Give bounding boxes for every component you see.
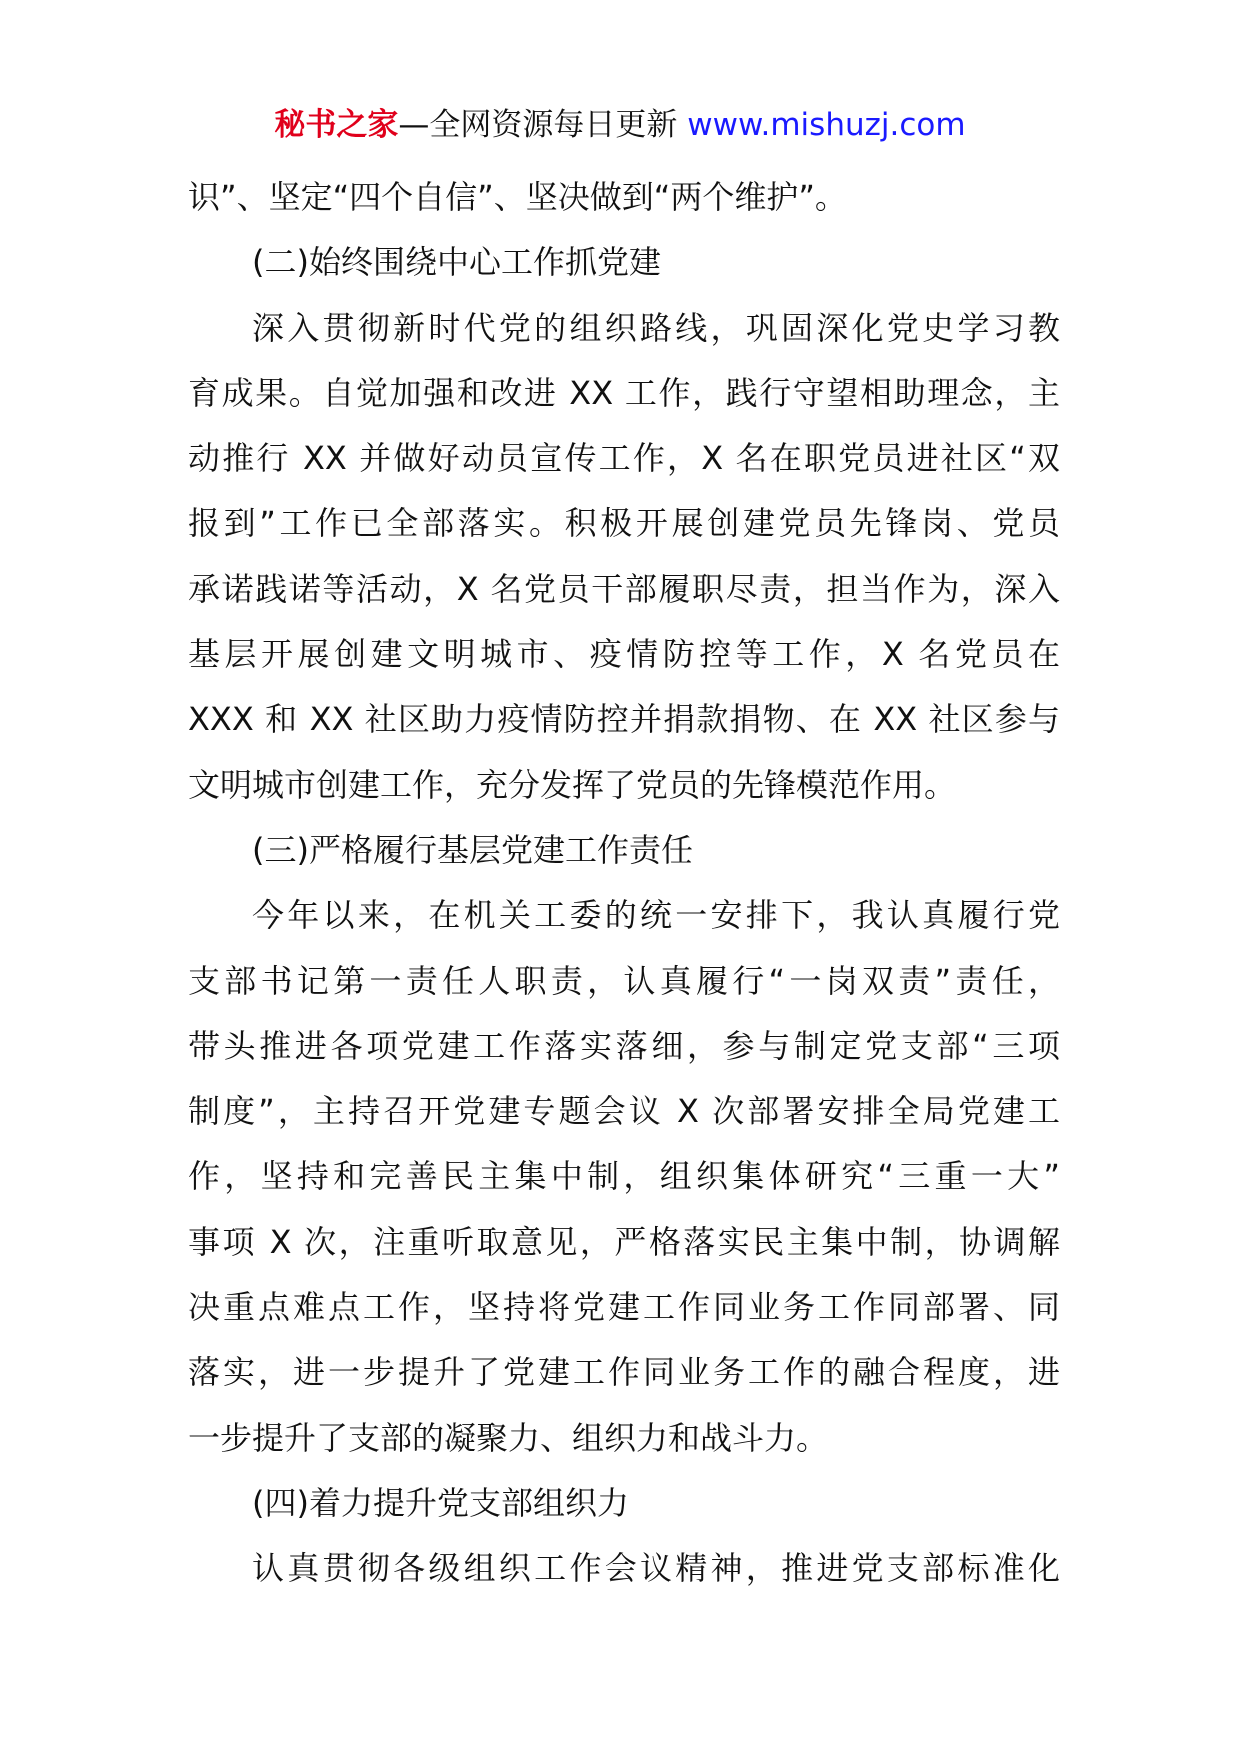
text-line: (四)着力提升党支部组织力 (252, 1483, 629, 1522)
brand-name: 秘书之家 (274, 107, 399, 143)
text-line: 识”、坚定“四个自信”、坚决做到“两个维护”。 (188, 178, 847, 216)
text-line: 基层开展创建文明城市、疫情防控等工作，X 名党员在 (188, 635, 1060, 674)
text-line: 落实，进一步提升了党建工作同业务工作的融合程度，进 (188, 1353, 1060, 1392)
text-line: 决重点难点工作，坚持将党建工作同业务工作同部署、同 (188, 1288, 1060, 1327)
text-line: 今年以来，在机关工委的统一安排下，我认真履行党 (252, 896, 1060, 935)
text-line: 制度”，主持召开党建专题会议 X 次部署安排全局党建工 (188, 1092, 1060, 1131)
text-line: 作，坚持和完善民主集中制，组织集体研究“三重一大” (188, 1157, 1060, 1196)
text-line: 承诺践诺等活动，X 名党员干部履职尽责，担当作为，深入 (188, 569, 1060, 608)
text-line: (二)始终围绕中心工作抓党建 (252, 243, 661, 282)
text-line: (三)严格履行基层党建工作责任 (252, 830, 693, 869)
text-line: 支部书记第一责任人职责，认真履行“一岗双责”责任， (188, 961, 1060, 1000)
site-header (0, 103, 1240, 147)
text-line: XXX 和 XX 社区助力疫情防控并捐款捐物、在 XX 社区参与 (188, 700, 1060, 739)
site-url-link[interactable]: www.mishuzj.com (687, 107, 966, 143)
text-line: 文明城市创建工作，充分发挥了党员的先锋模范作用。 (188, 765, 957, 804)
header-tagline: —全网资源每日更新 (398, 107, 678, 143)
text-line: 深入贯彻新时代党的组织路线，巩固深化党史学习教 (252, 308, 1060, 347)
text-line: 带头推进各项党建工作落实落细，参与制定党支部“三项 (188, 1026, 1060, 1065)
text-line: 动推行 XX 并做好动员宣传工作，X 名在职党员进社区“双 (188, 439, 1060, 478)
text-line: 育成果。自觉加强和改进 XX 工作，践行守望相助理念，主 (188, 373, 1060, 412)
text-line: 事项 X 次，注重听取意见，严格落实民主集中制，协调解 (188, 1222, 1060, 1261)
text-line: 一步提升了支部的凝聚力、组织力和战斗力。 (188, 1418, 829, 1457)
text-line: 报到”工作已全部落实。积极开展创建党员先锋岗、党员 (188, 504, 1060, 543)
document-body (188, 165, 1060, 1602)
text-line: 认真贯彻各级组织工作会议精神，推进党支部标准化 (252, 1549, 1060, 1588)
